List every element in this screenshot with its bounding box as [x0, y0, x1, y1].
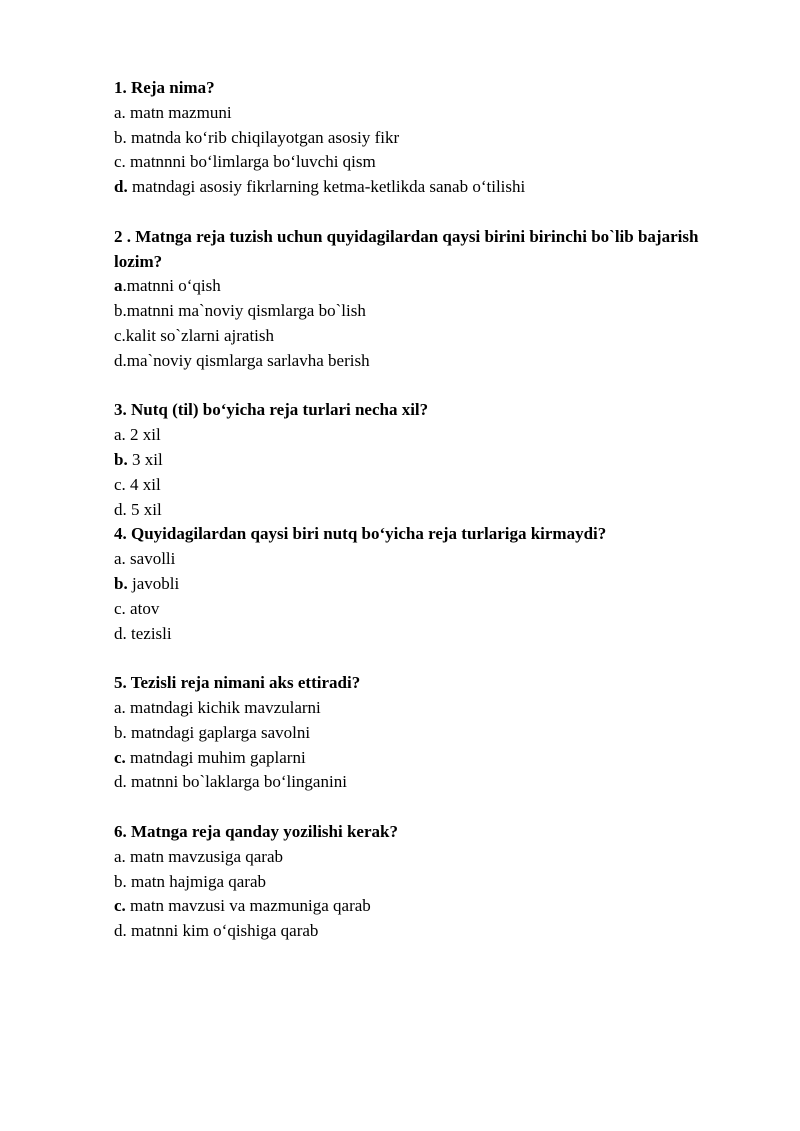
option-letter: d. — [114, 499, 127, 519]
question-3-option-d — [114, 498, 714, 523]
option-letter-correct: c. — [114, 896, 126, 916]
question-6-option-a — [114, 845, 714, 870]
option-text: matndagi asosiy fikrlarning ketma-ketlikda sanab o‘tilishi — [127, 177, 526, 197]
question-4-option-b — [114, 572, 714, 597]
option-text: kalit so`zlarni ajratish — [125, 325, 275, 345]
question-3-title: 3. Nutq (til) bo‘yicha reja turlari necha xil? — [114, 400, 429, 420]
question-1-title: 1. Reja nima? — [114, 78, 215, 97]
question-1-option-a — [114, 101, 714, 126]
option-letter: a. — [114, 425, 126, 445]
option-letter: b. — [114, 871, 127, 891]
option-text: matndagi muhim gaplarni — [125, 747, 306, 767]
option-letter-correct: a — [114, 276, 123, 296]
option-letter: c. — [114, 598, 126, 618]
option-text: 5 xil — [126, 499, 162, 519]
option-text: matn mazmuni — [125, 102, 232, 122]
option-letter: c. — [114, 325, 126, 345]
option-text: 3 xil — [127, 449, 163, 469]
question-4-option-a — [114, 547, 714, 572]
option-letter-correct: b. — [114, 449, 128, 469]
question-2-option-b — [114, 299, 714, 324]
question-1-option-b — [114, 126, 714, 151]
question-2-option-d — [114, 349, 714, 374]
question-2-title: 2 . Matnga reja tuzish uchun quyidagilardan qaysi birini birinchi bo`lib bajarish lozim? — [114, 226, 699, 271]
option-letter: b. — [114, 127, 127, 147]
option-letter-correct: c. — [114, 747, 126, 767]
option-text: matnni ma`noviy qismlarga bo`lish — [126, 301, 366, 321]
option-letter: d. — [114, 921, 127, 941]
option-text: javobli — [127, 573, 180, 593]
option-text: matndagi gaplarga savolni — [126, 722, 311, 742]
question-3-option-b — [114, 448, 714, 473]
option-letter-correct: b. — [114, 573, 128, 593]
question-5-option-b — [114, 721, 714, 746]
option-text: matndagi kichik mavzularni — [125, 697, 321, 717]
option-text: matn mavzusiga qarab — [125, 846, 283, 866]
option-text: .matnni o‘qish — [122, 276, 221, 296]
spacer — [114, 795, 714, 820]
option-text: matn hajmiga qarab — [126, 871, 267, 891]
question-6-title: 6. Matnga reja qanday yozilishi kerak? — [114, 821, 398, 841]
option-letter: b. — [114, 722, 127, 742]
question-3-option-c — [114, 473, 714, 498]
option-letter: c. — [114, 152, 126, 172]
option-letter: a. — [114, 697, 126, 717]
option-letter-correct: d. — [114, 177, 128, 197]
option-letter: a. — [114, 846, 126, 866]
question-5-option-a — [114, 696, 714, 721]
option-text: matnnni bo‘limlarga bo‘luvchi qism — [125, 152, 376, 172]
question-2-option-c — [114, 324, 714, 349]
option-text: savolli — [125, 549, 176, 569]
question-5-option-d — [114, 770, 714, 795]
spacer — [114, 200, 714, 225]
option-letter: c. — [114, 474, 126, 494]
question-2-option-a — [114, 274, 714, 299]
question-6-option-b — [114, 870, 714, 895]
option-letter: a. — [114, 102, 126, 122]
question-4-title: 4. Quyidagilardan qaysi biri nutq bo‘yicha reja turlariga kirmaydi? — [114, 524, 607, 544]
question-4-option-c — [114, 597, 714, 622]
question-5-option-c — [114, 746, 714, 771]
question-5-title: 5. Tezisli reja nimani aks ettiradi? — [114, 673, 361, 693]
option-text: matnni bo`laklarga bo‘linganini — [126, 772, 347, 792]
spacer — [114, 374, 714, 399]
option-letter: d. — [114, 772, 127, 792]
question-1-option-d — [114, 175, 714, 200]
option-text: tezisli — [126, 623, 172, 643]
question-3-option-a — [114, 423, 714, 448]
option-letter: d. — [114, 623, 127, 643]
question-6-option-d — [114, 919, 714, 944]
option-text: matnni kim o‘qishiga qarab — [126, 921, 319, 941]
option-text: ma`noviy qismlarga sarlavha berish — [126, 350, 370, 370]
option-text: matn mavzusi va mazmuniga qarab — [125, 896, 371, 916]
option-text: matnda ko‘rib chiqilayotgan asosiy fikr — [126, 127, 400, 147]
question-6-option-c — [114, 894, 714, 919]
option-text: 2 xil — [125, 425, 161, 445]
option-letter: b. — [114, 301, 127, 321]
spacer — [114, 646, 714, 671]
document-page — [114, 76, 714, 944]
option-letter: a. — [114, 549, 126, 569]
question-1-option-c — [114, 150, 714, 175]
option-text: 4 xil — [125, 474, 161, 494]
question-4-option-d — [114, 622, 714, 647]
option-text: atov — [125, 598, 160, 618]
option-letter: d. — [114, 350, 127, 370]
